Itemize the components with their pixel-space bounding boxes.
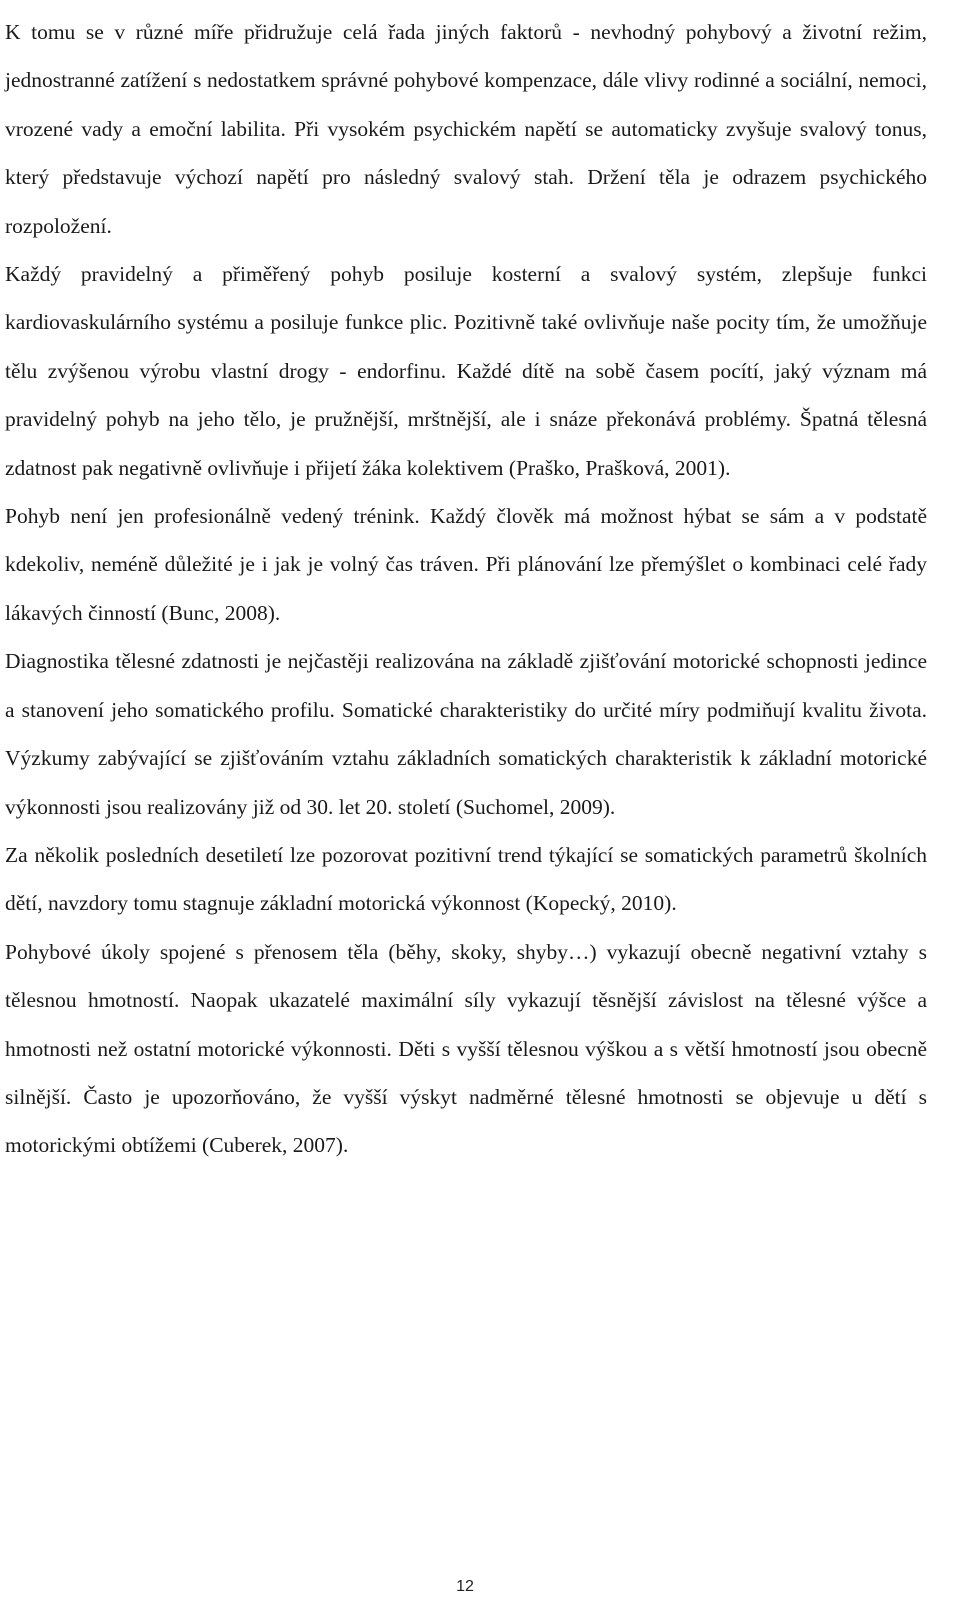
body-text	[5, 8, 927, 1170]
paragraph-3: Pohyb není jen profesionálně vedený trénink. Každý člověk má možnost hýbat se sám a v podstatě kdekoliv, neméně důležité je i jak je volný čas tráven. Při plánování lze přemýšlet o kombinaci celé řady lákavých činností (Bunc, 2008).	[5, 504, 927, 625]
paragraph-5: Za několik posledních desetiletí lze pozorovat pozitivní trend týkající se somatických parametrů školních dětí, navzdory tomu stagnuje základní motorická výkonnost (Kopecký, 2010).	[5, 842, 927, 916]
paragraph-6: Pohybové úkoly spojené s přenosem těla (běhy, skoky, shyby…) vykazují obecně negativní vztahy s tělesnou hmotností. Naopak ukazatelé maximální síly vykazují těsnější závislost na tělesné výšce a hmotnosti než ostatní motorické výkonnosti. Děti s vyšší tělesnou výškou a s větší hmotností jsou obecně silnější. Často je upozorňováno, že vyšší výskyt nadměrné tělesné hmotnosti se objevuje u dětí s motorickými obtížemi (Cuberek, 2007).	[5, 939, 927, 1158]
page-number: 12	[456, 1578, 474, 1595]
paragraph-1: K tomu se v různé míře přidružuje celá řada jiných faktorů - nevhodný pohybový a životní režim, jednostranné zatížení s nedostatkem správné pohybové kompenzace, dále vlivy rodinné a sociální, nemoci, vrozené vady a emoční labilita. Při vysokém psychickém napětí se automaticky zvyšuje svalový tonus, který představuje výchozí napětí pro následný svalový stah. Držení těla je odrazem psychického rozpoložení.	[5, 20, 927, 238]
paragraph-2: Každý pravidelný a přiměřený pohyb posiluje kosterní a svalový systém, zlepšuje funkci kardiovaskulárního systému a posiluje funkce plic. Pozitivně také ovlivňuje naše pocity tím, že umožňuje tělu zvýšenou výrobu vlastní drogy - endorfinu. Každé dítě na sobě časem pocítí, jaký význam má pravidelný pohyb na jeho tělo, je pružnější, mrštnější, ale i snáze překonává problémy. Špatná tělesná zdatnost pak negativně ovlivňuje i přijetí žáka kolektivem (Praško, Prašková, 2001).	[5, 262, 927, 480]
paragraph-4: Diagnostika tělesné zdatnosti je nejčastěji realizována na základě zjišťování motorické schopnosti jedince a stanovení jeho somatického profilu. Somatické charakteristiky do určité míry podmiňují kvalitu života. Výzkumy zabývající se zjišťováním vztahu základních somatických charakteristik k základní motorické výkonnosti jsou realizovány již od 30. let 20. století (Suchomel, 2009).	[5, 649, 927, 819]
